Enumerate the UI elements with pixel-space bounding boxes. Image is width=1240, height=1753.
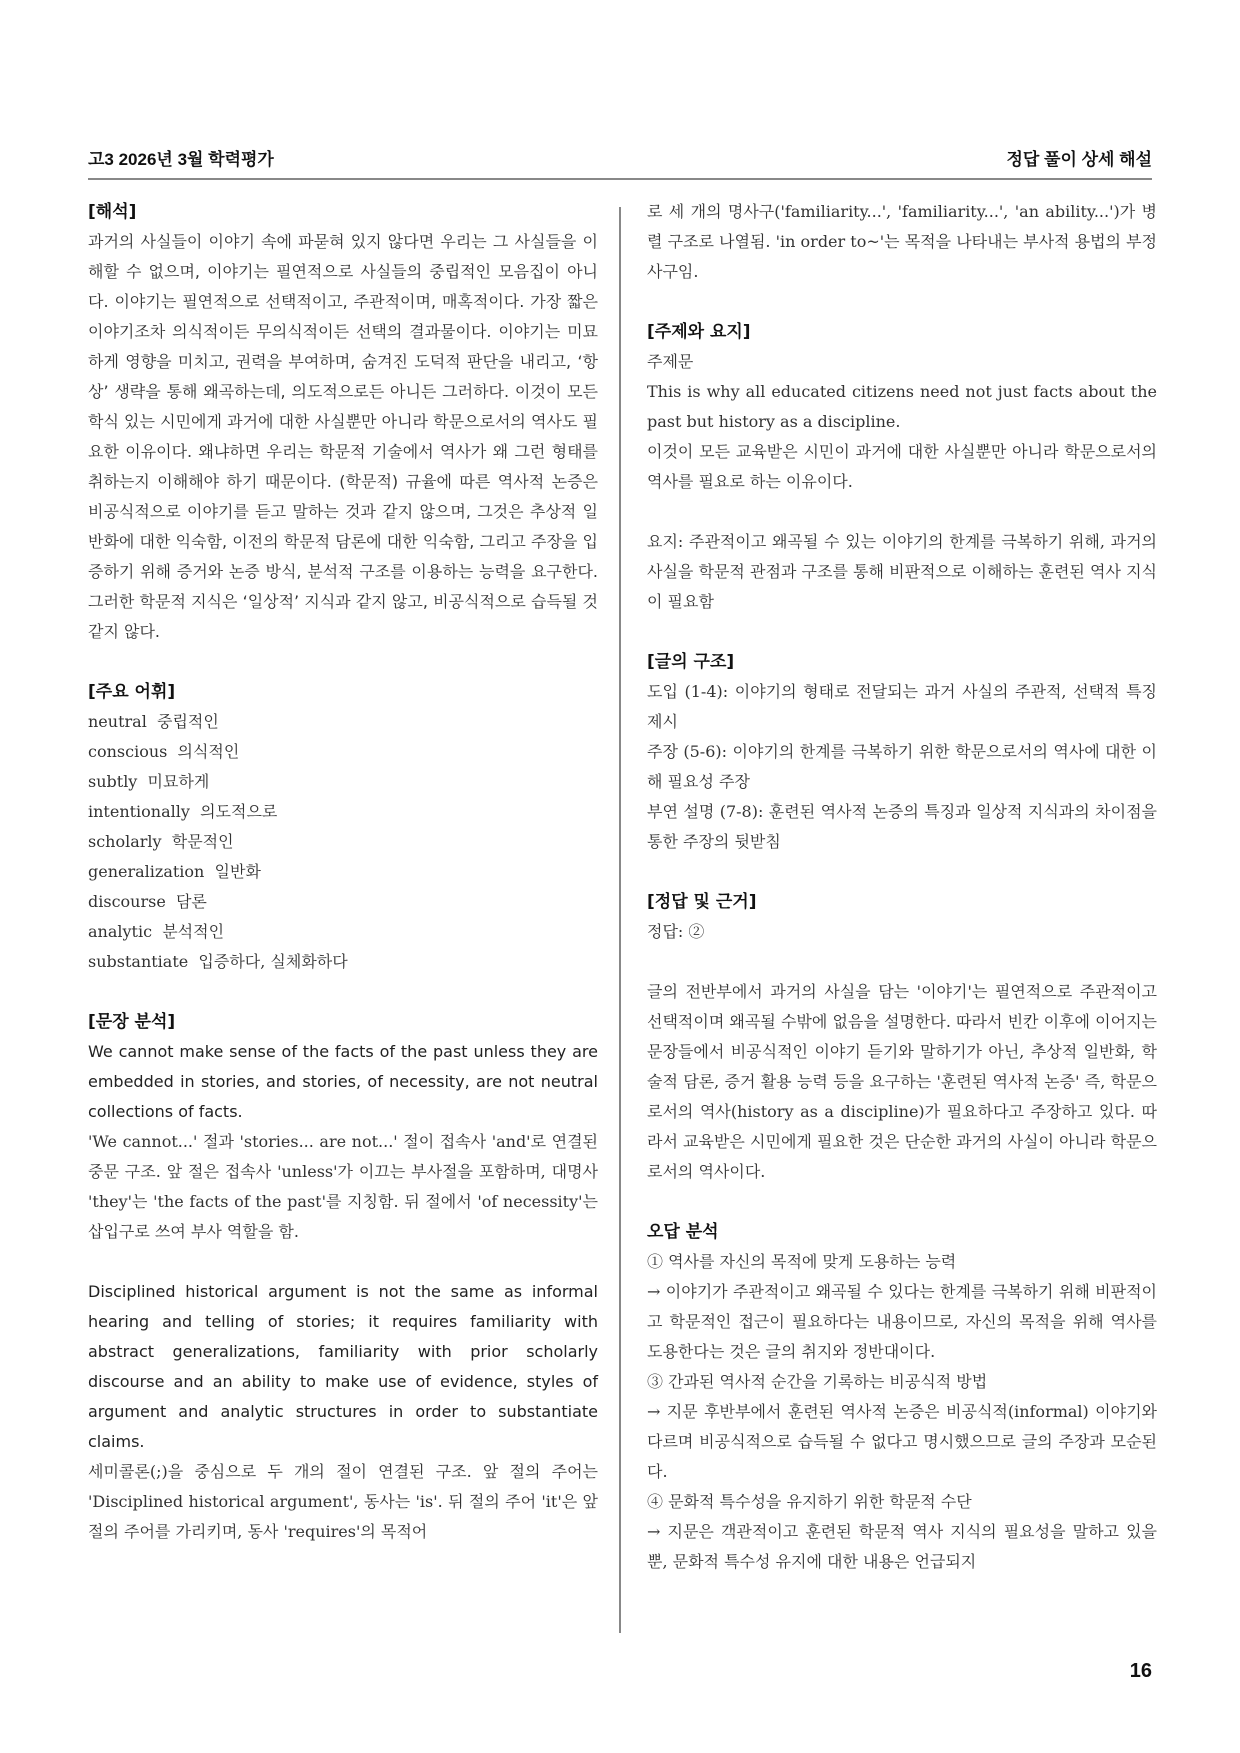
sentence-2-analysis-cont: 로 세 개의 명사구('familiarity...', 'familiarity...', 'an ability...')가 병렬 구조로 나열됨. 'in order to~'는 목적을 나타내는 부사적 용법의 부정사구임. bbox=[647, 202, 1157, 281]
sentence-1-english: We cannot make sense of the facts of the past unless they are embedded in stories, and stories, of necessity, are not neutral collections of facts. bbox=[88, 1042, 598, 1121]
vocab-item: generalization 일반화 bbox=[88, 862, 261, 881]
answer-explanation: 글의 전반부에서 과거의 사실을 담는 '이야기'는 필연적으로 주관적이고 선택적이며 왜곡될 수밖에 없음을 설명한다. 따라서 빈칸 이후에 이어지는 문장들에서 비공식적인 이야기 듣기와 말하기가 아닌, 추상적 일반화, 학술적 담론, 증거 활용 능력 등을 요구하는 '훈련된 역사적 논증' 즉, 학문으로서의 역사(history as a discipline)가 필요하다고 주장하고 있다. 따라서 교육받은 시민에게 필요한 것은 단순한 과거의 사실이 아니라 학문으로서의 역사이다. bbox=[647, 982, 1157, 1181]
vocab-item: neutral 중립적인 bbox=[88, 712, 219, 731]
structure-item: 도입 (1-4): 이야기의 형태로 전달되는 과거 사실의 주관적, 선택적 특징 제시 bbox=[647, 682, 1157, 731]
vocab-item: substantiate 입증하다, 실체화하다 bbox=[88, 952, 348, 971]
vocab-item: subtly 미묘하게 bbox=[88, 772, 210, 791]
wrong-reason: → 지문은 객관적이고 훈련된 학문적 역사 지식의 필요성을 말하고 있을 뿐, 문화적 특수성 유지에 대한 내용은 언급되지 bbox=[647, 1522, 1157, 1571]
vocabulary-heading: [주요 어휘] bbox=[88, 682, 176, 702]
topic-label: 주제문 bbox=[647, 352, 694, 371]
vocabulary-section bbox=[88, 677, 598, 977]
sentence-analysis-section bbox=[88, 1007, 598, 1547]
wrong-answers-heading: 오답 분석 bbox=[647, 1222, 719, 1242]
topic-sentence-korean: 이것이 모든 교육받은 시민이 과거에 대한 사실뿐만 아니라 학문으로서의 역사를 필요로 하는 이유이다. bbox=[647, 442, 1157, 491]
vocab-item: scholarly 학문적인 bbox=[88, 832, 234, 851]
wrong-reason: → 이야기가 주관적이고 왜곡될 수 있다는 한계를 극복하기 위해 비판적이고 학문적인 접근이 필요하다는 내용이므로, 자신의 목적을 위해 역사를 도용한다는 것은 글의 취지와 정반대이다. bbox=[647, 1282, 1157, 1361]
sentence-2-analysis: 세미콜론(;)을 중심으로 두 개의 절이 연결된 구조. 앞 절의 주어는 'Disciplined historical argument', 동사는 'is'. 뒤 절의 주어 'it'은 앞 절의 주어를 가리키며, 동사 'requires'의 목적어 bbox=[88, 1462, 598, 1541]
right-column bbox=[647, 197, 1157, 1607]
wrong-option: ① 역사를 자신의 목적에 맞게 도용하는 능력 bbox=[647, 1252, 957, 1271]
theme-heading: [주제와 요지] bbox=[647, 322, 751, 342]
wrong-reason: → 지문 후반부에서 훈련된 역사적 논증은 비공식적(informal) 이야기와 다르며 비공식적으로 습득될 수 없다고 명시했으므로 글의 주장과 모순된다. bbox=[647, 1402, 1157, 1481]
column-divider bbox=[619, 207, 621, 1633]
vocab-item: analytic 분석적인 bbox=[88, 922, 225, 941]
theme-section bbox=[647, 317, 1157, 617]
wrong-answers-section bbox=[647, 1217, 1157, 1577]
structure-item: 주장 (5-6): 이야기의 한계를 극복하기 위한 학문으로서의 역사에 대한 이해 필요성 주장 bbox=[647, 742, 1157, 791]
sentence-analysis-heading: [문장 분석] bbox=[88, 1012, 176, 1032]
structure-item: 부연 설명 (7-8): 훈련된 역사적 논증의 특징과 일상적 지식과의 차이점을 통한 주장의 뒷받침 bbox=[647, 802, 1157, 851]
sentence-1-analysis: 'We cannot...' 절과 'stories... are not...' 절이 접속사 'and'로 연결된 중문 구조. 앞 절은 접속사 'unless'가 이끄는 부사절을 포함하며, 대명사 'they'는 'the facts of the past'를 지칭함. 뒤 절에서 'of necessity'는 삽입구로 쓰여 부사 역할을 함. bbox=[88, 1132, 598, 1241]
vocab-item: conscious 의식적인 bbox=[88, 742, 240, 761]
translation-heading: [해석] bbox=[88, 202, 137, 222]
answer-line: 정답: ② bbox=[647, 922, 705, 941]
vocab-item: intentionally 의도적으로 bbox=[88, 802, 278, 821]
sentence-2-english: Disciplined historical argument is not the same as informal hearing and telling of stories; it requires familiarity with abstract generalizations, familiarity with prior scholarly discourse and an ability to make use of evidence, styles of argument and analytic structures in order to substantiate claims. bbox=[88, 1282, 598, 1451]
sentence-analysis-continued bbox=[647, 197, 1157, 287]
wrong-option: ④ 문화적 특수성을 유지하기 위한 학문적 수단 bbox=[647, 1492, 972, 1511]
left-column bbox=[88, 197, 598, 1577]
header-divider bbox=[88, 178, 1152, 180]
gist: 요지: 주관적이고 왜곡될 수 있는 이야기의 한계를 극복하기 위해, 과거의 사실을 학문적 관점과 구조를 통해 비판적으로 이해하는 훈련된 역사 지식이 필요함 bbox=[647, 532, 1157, 611]
page-number: 16 bbox=[1129, 1660, 1152, 1682]
translation-body: 과거의 사실들이 이야기 속에 파묻혀 있지 않다면 우리는 그 사실들을 이해할 수 없으며, 이야기는 필연적으로 사실들의 중립적인 모음집이 아니다. 이야기는 필연적으로 선택적이고, 주관적이며, 매혹적이다. 가장 짧은 이야기조차 의식적이든 무의식적이든 선택의 결과물이다. 이야기는 미묘하게 영향을 미치고, 권력을 부여하며, 숨겨진 도덕적 판단을 내리고, ‘항상’ 생략을 통해 왜곡하는데, 의도적으로든 아니든 그러하다. 이것이 모든 학식 있는 시민에게 과거에 대한 사실뿐만 아니라 학문으로서의 역사도 필요한 이유이다. 왜냐하면 우리는 학문적 기술에서 역사가 왜 그런 형태를 취하는지 이해해야 하기 때문이다. (학문적) 규율에 따른 역사적 논증은 비공식적으로 이야기를 듣고 말하는 것과 같지 않으며, 그것은 추상적 일반화에 대한 익숙함, 이전의 학문적 담론에 대한 익숙함, 그리고 주장을 입증하기 위해 증거와 논증 방식, 분석적 구조를 이용하는 능력을 요구한다. 그러한 학문적 지식은 ‘일상적’ 지식과 같지 않고, 비공식적으로 습득될 것 같지 않다. bbox=[88, 232, 598, 641]
vocab-item: discourse 담론 bbox=[88, 892, 207, 911]
page-header bbox=[88, 145, 1152, 177]
translation-section bbox=[88, 197, 598, 647]
wrong-option: ③ 간과된 역사적 순간을 기록하는 비공식적 방법 bbox=[647, 1372, 988, 1391]
section-title: 정답 풀이 상세 해설 bbox=[1006, 150, 1152, 169]
answer-section bbox=[647, 887, 1157, 1187]
topic-sentence-english: This is why all educated citizens need not just facts about the past but history as a discipline. bbox=[647, 382, 1157, 431]
structure-heading: [글의 구조] bbox=[647, 652, 735, 672]
answer-heading: [정답 및 근거] bbox=[647, 892, 757, 912]
structure-section bbox=[647, 647, 1157, 857]
exam-title: 고3 2026년 3월 학력평가 bbox=[88, 150, 274, 169]
